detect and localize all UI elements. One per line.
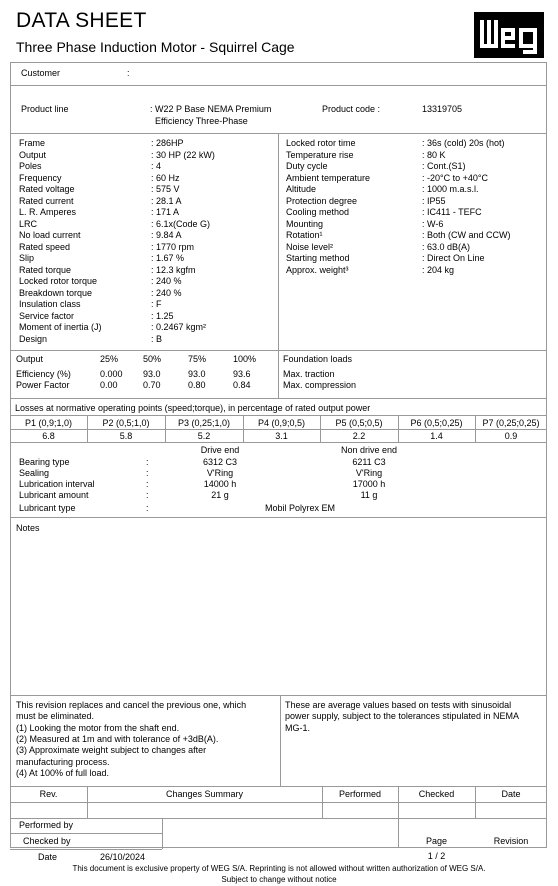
weg-logo (474, 12, 544, 58)
product-code-value: 13319705 (422, 104, 463, 114)
spec-label: Ambient temperature (286, 172, 371, 183)
load-cell: 0.70 (143, 380, 161, 390)
losses-value: 0.9 (504, 431, 518, 441)
load-cell: 93.6 (233, 369, 251, 379)
load-cell: 93.0 (143, 369, 161, 379)
spec-label: No load current (19, 230, 81, 240)
date-label: Date (38, 852, 58, 862)
load-header-cell: 75% (188, 354, 207, 364)
divider (10, 85, 547, 86)
divider (10, 398, 547, 399)
spec-label: Rated voltage (19, 184, 75, 194)
spec-label: Insulation class (19, 299, 81, 309)
losses-point-header: P6 (0,5;0,25) (410, 418, 463, 428)
bearing-row-label: Lubrication interval (19, 479, 95, 489)
product-code-label: Product code : (322, 104, 381, 114)
divider (10, 818, 547, 819)
divider (162, 818, 163, 849)
spec-label: Rated torque (19, 264, 72, 275)
spec-label: Rotation¹ (286, 230, 323, 240)
bearing-row-separator: : (146, 468, 149, 478)
footer-notice: Subject to change without notice (221, 875, 337, 884)
remark-line: manufacturing process. (16, 756, 110, 767)
divider (10, 429, 547, 430)
divider (10, 442, 547, 443)
drive-end-value: 21 g (211, 490, 229, 500)
remark-line: (4) At 100% of full load. (16, 767, 110, 778)
product-line-label: Product line (21, 104, 69, 114)
remark-line: power supply, subject to the tolerances stipulated in NEMA (285, 711, 519, 722)
remark-line: must be eliminated. (16, 711, 95, 722)
remark-line: This revision replaces and cancel the previous one, which (16, 700, 247, 710)
spec-label: Temperature rise (286, 149, 354, 160)
spec-value: : 28.1 A (151, 195, 182, 206)
bearing-row-separator: : (146, 479, 149, 489)
remark-line: (3) Approximate weight subject to changes after (16, 745, 207, 756)
spec-label: Output (19, 149, 47, 160)
spec-label: Breakdown torque (19, 287, 93, 298)
spec-label: Frame (19, 138, 46, 148)
revision-label: Revision (493, 836, 529, 846)
spec-value: : 240 % (151, 287, 182, 298)
notes-title: Notes (16, 523, 40, 533)
spec-value: : 6.1x(Code G) (151, 218, 211, 229)
divider (10, 786, 547, 787)
non-drive-end-value: 17000 h (352, 479, 386, 489)
spec-value: : IC411 - TEFC (422, 207, 482, 217)
performed-header: Performed (338, 789, 382, 799)
checked-header: Checked (418, 789, 455, 799)
page-label: Page (425, 836, 448, 846)
lubricant-type-separator: : (146, 503, 149, 513)
product-line-value-cont: Efficiency Three-Phase (155, 116, 248, 126)
drive-end-value: 14000 h (203, 479, 237, 489)
checked-by-label: Checked by (23, 836, 71, 846)
spec-value: : 1000 m.a.s.l. (422, 184, 479, 194)
spec-label: L. R. Amperes (19, 207, 77, 217)
losses-title: Losses at normative operating points (speed;torque), in percentage of rated output power (15, 403, 371, 413)
losses-point-header: P1 (0,9;1,0) (24, 418, 73, 428)
losses-point-header: P5 (0,5;0,5) (335, 418, 383, 428)
changes-summary-header: Changes Summary (165, 789, 244, 799)
drive-end-value: V'Ring (206, 468, 234, 478)
spec-label: Duty cycle (286, 161, 328, 171)
spec-value: : Direct On Line (422, 253, 485, 263)
spec-label: Locked rotor torque (19, 276, 98, 286)
load-cell: 0.000 (100, 369, 123, 379)
spec-label: Poles (19, 161, 42, 171)
spec-value: : 1770 rpm (151, 241, 195, 252)
load-header-cell: 25% (100, 354, 119, 364)
divider (278, 133, 279, 398)
spec-label: Starting method (286, 253, 350, 263)
losses-value: 1.4 (430, 431, 443, 441)
spec-value: : 80 K (422, 149, 446, 160)
load-header-cell: 50% (143, 354, 162, 364)
spec-value: : F (151, 299, 162, 309)
product-line-separator: : (150, 104, 153, 114)
spec-label: Mounting (286, 218, 324, 229)
date-value: 26/10/2024 (100, 852, 146, 862)
losses-value: 5.8 (119, 431, 133, 441)
non-drive-end-value: 6211 C3 (352, 457, 386, 467)
spec-label: Approx. weight³ (286, 264, 349, 275)
date-header: Date (501, 789, 521, 799)
spec-value: : 9.84 A (151, 230, 182, 240)
spec-value: : 171 A (151, 207, 180, 217)
lubricant-type-value: Mobil Polyrex EM (264, 503, 336, 513)
spec-value: : 36s (cold) 20s (hot) (422, 138, 505, 148)
losses-point-header: P2 (0,5;1,0) (102, 418, 150, 428)
customer-label: Customer (21, 68, 61, 78)
divider (10, 802, 547, 803)
load-cell: 0.80 (188, 380, 206, 390)
product-line-value: W22 P Base NEMA Premium (155, 104, 272, 114)
bearing-row-label: Lubricant amount (19, 490, 89, 500)
load-cell: 0.00 (100, 380, 118, 390)
spec-value: : Cont.(S1) (422, 161, 466, 171)
spec-label: Rated current (19, 195, 74, 206)
spec-value: : 63.0 dB(A) (422, 241, 471, 252)
spec-value: : 204 kg (422, 264, 455, 275)
spec-label: Design (19, 333, 48, 344)
non-drive-end-value: 11 g (360, 490, 378, 500)
losses-point-header: P7 (0,25;0,25) (482, 418, 540, 428)
spec-value: : 1.67 % (151, 253, 185, 263)
max-traction-label: Max. traction (283, 369, 335, 379)
divider (280, 695, 281, 786)
losses-point-header: P3 (0,25;1,0) (177, 418, 231, 428)
remark-line: (1) Looking the motor from the shaft end. (16, 722, 180, 733)
spec-label: Slip (19, 253, 35, 263)
spec-value: : 286HP (151, 138, 184, 148)
losses-value: 2.2 (352, 431, 366, 441)
bearing-row-label: Bearing type (19, 457, 70, 467)
losses-value: 6.8 (42, 431, 55, 441)
load-cell: Efficiency (%) (16, 369, 71, 379)
page-value: 1 / 2 (427, 851, 446, 861)
non-drive-end-value: V'Ring (355, 468, 383, 478)
spec-value: : 60 Hz (151, 172, 180, 183)
spec-value: : 240 % (151, 276, 182, 286)
drive-end-header: Drive end (200, 445, 240, 455)
remark-line: (2) Measured at 1m and with tolerance of +3dB(A). (16, 733, 219, 744)
spec-value: : B (151, 333, 163, 344)
spec-value: : W-6 (422, 218, 444, 229)
spec-value: : Both (CW and CCW) (422, 230, 511, 240)
bearing-row-label: Sealing (19, 468, 50, 478)
document-subtitle: Three Phase Induction Motor - Squirrel Cage (16, 39, 295, 55)
spec-value: : IP55 (422, 195, 446, 206)
customer-separator: : (127, 68, 130, 78)
spec-label: Frequency (19, 172, 62, 183)
spec-label: Service factor (19, 310, 75, 321)
losses-value: 3.1 (275, 431, 288, 441)
bearing-row-separator: : (146, 457, 149, 467)
spec-value: : 1.25 (151, 310, 174, 321)
load-header-cell: Output (16, 354, 44, 364)
spec-label: Protection degree (286, 195, 358, 206)
divider (10, 849, 162, 850)
losses-point-header: P4 (0,9;0,5) (257, 418, 306, 428)
bearing-row-separator: : (146, 490, 149, 500)
foundation-loads-title: Foundation loads (283, 354, 353, 364)
spec-label: LRC (19, 218, 38, 229)
load-cell: 0.84 (233, 380, 251, 390)
footer-copyright: This document is exclusive property of WEG S/A. Reprinting is not allowed without written authorization of WEG S/A. (72, 864, 486, 873)
spec-value: : -20°C to +40°C (422, 172, 488, 183)
divider (10, 695, 547, 696)
spec-value: : 4 (151, 161, 162, 171)
spec-label: Cooling method (286, 207, 350, 217)
drive-end-value: 6312 C3 (202, 457, 238, 467)
spec-value: : 0.2467 kgm² (151, 322, 207, 332)
spec-label: Moment of inertia (J) (19, 322, 102, 332)
max-compression-label: Max. compression (283, 380, 357, 390)
spec-value: : 12.3 kgfm (151, 264, 196, 275)
non-drive-end-header: Non drive end (340, 445, 398, 455)
spec-label: Rated speed (19, 241, 71, 252)
losses-value: 5.2 (197, 431, 211, 441)
rev-header: Rev. (39, 789, 58, 799)
spec-value: : 575 V (151, 184, 180, 194)
spec-label: Noise level² (286, 241, 334, 252)
divider (10, 833, 162, 834)
document-title: DATA SHEET (16, 9, 147, 32)
spec-value: : 30 HP (22 kW) (151, 149, 215, 160)
spec-label: Altitude (286, 184, 317, 194)
performed-by-label: Performed by (19, 820, 74, 830)
remark-line: MG-1. (285, 722, 311, 733)
load-cell: Power Factor (16, 380, 70, 390)
divider (10, 517, 547, 518)
spec-label: Locked rotor time (286, 138, 356, 148)
lubricant-type-label: Lubricant type (19, 503, 76, 513)
load-cell: 93.0 (188, 369, 206, 379)
load-header-cell: 100% (233, 354, 257, 364)
remark-line: These are average values based on tests with sinusoidal (285, 700, 512, 710)
divider (10, 415, 547, 416)
